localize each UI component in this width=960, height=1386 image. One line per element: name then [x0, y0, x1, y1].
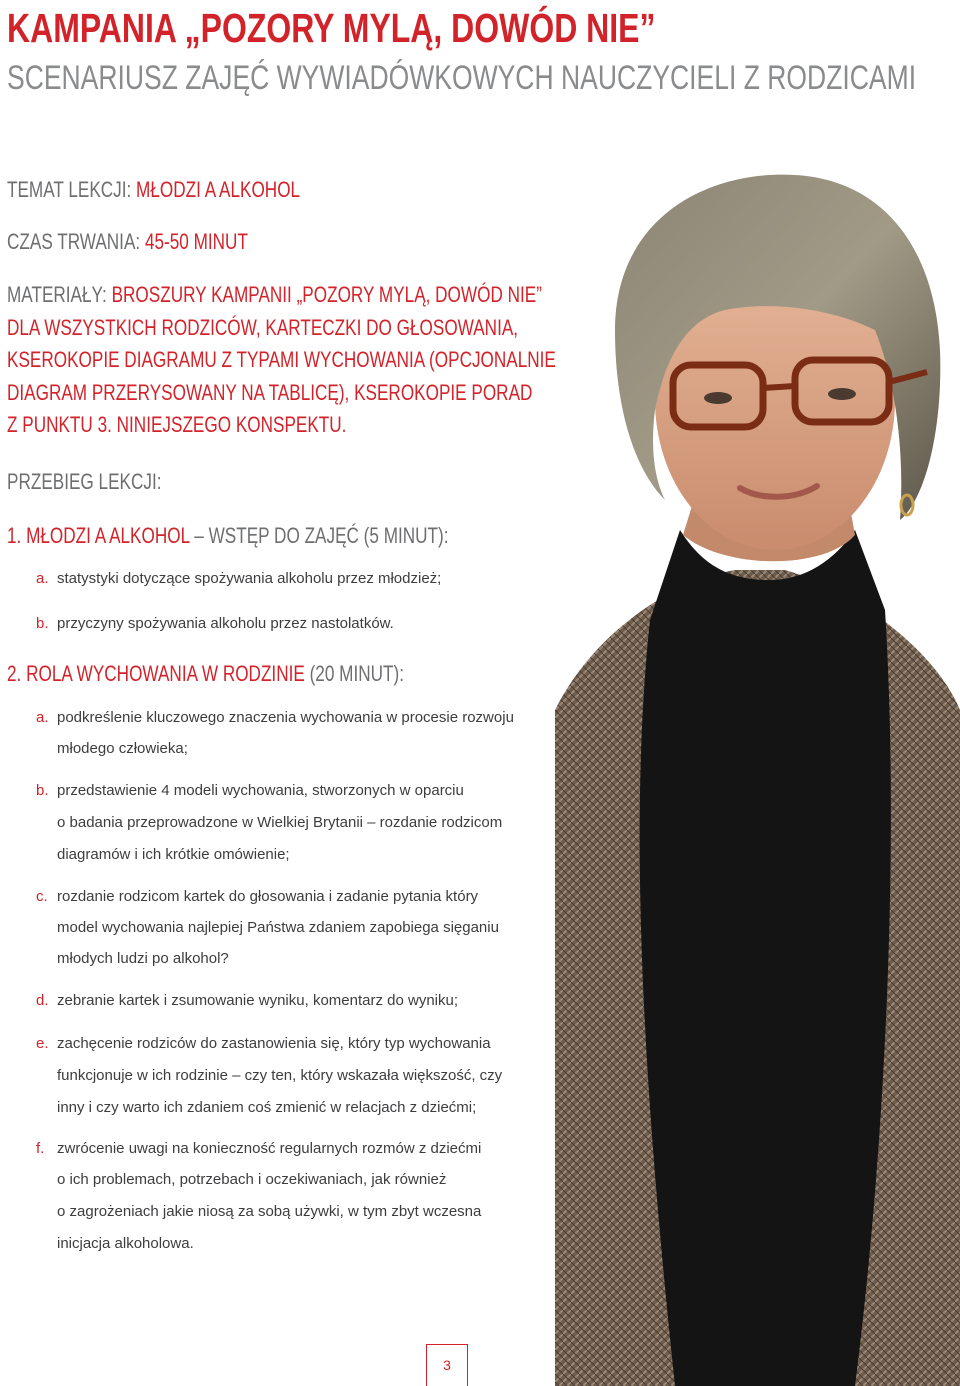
- lesson-progress-heading: [7, 467, 205, 497]
- materials-line: DLA WSZYSTKICH RODZICÓW, KARTECZKI DO GŁOSOWANIA,: [7, 314, 519, 340]
- materials-line: KSEROKOPIE DIAGRAMU Z TYPAMI WYCHOWANIA (OPCJONALNIE: [7, 347, 556, 372]
- section-heading-1: [7, 521, 573, 551]
- duration-value: 45-50 MINUT: [144, 229, 248, 254]
- list-item-text: model wychowania najlepiej Państwa zdaniem zapobiega sięganiu: [57, 919, 499, 936]
- list-item-text: zachęcenie rodziców do zastanowienia się, który typ wychowania: [57, 1035, 491, 1052]
- materials-line: Z PUNKTU 3. NINIEJSZEGO KONSPEKTU.: [7, 412, 347, 437]
- materials: [7, 278, 607, 441]
- list-item-text: zwrócenie uwagi na konieczność regularnych rozmów z dziećmi: [57, 1140, 482, 1157]
- list-item-text: o badania przeprowadzone w Wielkiej Brytanii – rozdanie rodzicom: [57, 814, 503, 831]
- lesson-progress-heading-text: PRZEBIEG LEKCJI:: [7, 469, 162, 494]
- list-item-text: młodych ludzi po alkohol?: [57, 950, 229, 967]
- list-item-letter: b.: [36, 615, 49, 632]
- materials-line: DIAGRAM PRZERYSOWANY NA TABLICĘ), KSEROKOPIE PORAD: [7, 379, 533, 405]
- duration-label: CZAS TRWANIA:: [7, 229, 141, 254]
- list-item-text: przedstawienie 4 modeli wychowania, stworzonych w oparciu: [57, 782, 464, 799]
- page-subtitle-text: SCENARIUSZ ZAJĘĆ WYWIADÓWKOWYCH NAUCZYCIELI Z RODZICAMI: [7, 59, 917, 97]
- list-item-letter: a.: [36, 709, 49, 726]
- section-title: ROLA WYCHOWANIA W RODZINIE: [26, 661, 305, 686]
- section-subtitle: (20 MINUT):: [309, 661, 404, 686]
- list-item-letter: e.: [36, 1035, 49, 1052]
- list-item-letter: f.: [36, 1140, 45, 1157]
- page-number: [426, 1344, 468, 1386]
- page-number-text: 3: [443, 1357, 451, 1373]
- section-heading-2: [7, 659, 516, 689]
- section-subtitle: – WSTĘP DO ZAJĘĆ (5 MINUT):: [194, 523, 449, 548]
- woman-portrait-photo: [555, 150, 960, 1386]
- section-number: 2.: [7, 661, 22, 686]
- list-item-text: statystyki dotyczące spożywania alkoholu przez młodzież;: [57, 570, 442, 587]
- list-item-text: o ich problemach, potrzebach i oczekiwaniach, jak również: [57, 1171, 447, 1188]
- portrait-illustration: [555, 150, 960, 1386]
- materials-line: BROSZURY KAMPANII „POZORY MYLĄ, DOWÓD NIE”: [111, 282, 542, 307]
- page-subtitle: [7, 58, 960, 98]
- list-item-text: inicjacja alkoholowa.: [57, 1235, 194, 1252]
- list-item-text: młodego człowieka;: [57, 740, 188, 757]
- list-item-letter: b.: [36, 782, 49, 799]
- list-item-letter: d.: [36, 992, 49, 1009]
- list-item-text: przyczyny spożywania alkoholu przez nastolatków.: [57, 615, 394, 632]
- page-title-text: KAMPANIA „POZORY MYLĄ, DOWÓD NIE”: [7, 5, 656, 51]
- page-title: [7, 6, 838, 50]
- list-item-text: zebranie kartek i zsumowanie wyniku, komentarz do wyniku;: [57, 992, 459, 1009]
- lesson-topic-label: TEMAT LEKCJI:: [7, 177, 132, 202]
- list-item-text: diagramów i ich krótkie omówienie;: [57, 846, 290, 863]
- section-title: MŁODZI A ALKOHOL: [26, 523, 190, 548]
- list-item-text: podkreślenie kluczowego znaczenia wychowania w procesie rozwoju: [57, 709, 514, 726]
- materials-label: MATERIAŁY:: [7, 282, 107, 307]
- list-item-text: o zagrożeniach jakie niosą za sobą używki, w tym zbyt wczesna: [57, 1203, 482, 1220]
- section-number: 1.: [7, 523, 22, 548]
- lesson-topic: [7, 173, 383, 206]
- lesson-duration: [7, 225, 316, 258]
- list-item-text: rozdanie rodzicom kartek do głosowania i zadanie pytania który: [57, 888, 479, 905]
- list-item-letter: a.: [36, 570, 49, 587]
- lesson-topic-value: MŁODZI A ALKOHOL: [136, 177, 301, 202]
- list-item-letter: c.: [36, 888, 48, 905]
- list-item-text: inny i czy warto ich zdaniem coś zmienić w relacjach z dziećmi;: [57, 1099, 477, 1116]
- list-item-text: funkcjonuje w ich rodzinie – czy ten, który wskazała większość, czy: [57, 1067, 503, 1084]
